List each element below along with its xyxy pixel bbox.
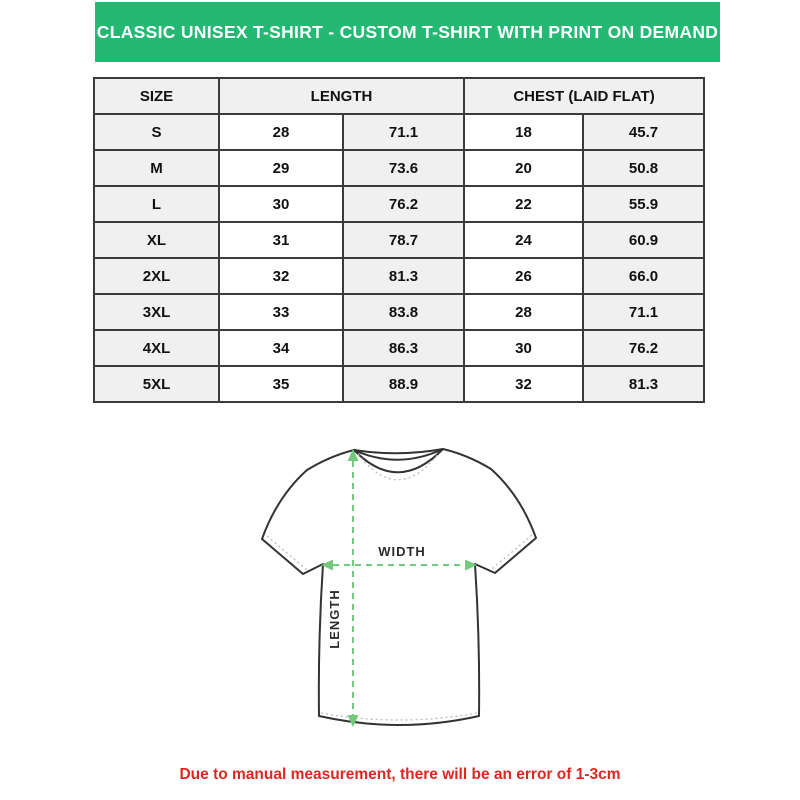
size-cell: 5XL [94, 366, 219, 402]
measurement-note: Due to manual measurement, there will be an error of 1-3cm [179, 766, 621, 783]
size-cell: S [94, 114, 219, 150]
chest-in-cell: 22 [464, 186, 583, 222]
table-row [94, 186, 704, 222]
chest-cm-cell: 50.8 [583, 150, 704, 186]
chest-cm-cell: 60.9 [583, 222, 704, 258]
chest-cm-cell: 45.7 [583, 114, 704, 150]
size-table [93, 77, 705, 403]
table-row [94, 150, 704, 186]
chest-in-cell: 26 [464, 258, 583, 294]
chest-cm-cell: 66.0 [583, 258, 704, 294]
chest-in-cell: 18 [464, 114, 583, 150]
table-header-row [94, 78, 704, 114]
col-header-size: SIZE [94, 78, 219, 114]
col-header-chest: CHEST (LAID FLAT) [464, 78, 704, 114]
length-cm-cell: 86.3 [343, 330, 464, 366]
length-cm-cell: 71.1 [343, 114, 464, 150]
title-banner [95, 2, 720, 62]
size-cell: M [94, 150, 219, 186]
chest-cm-cell: 76.2 [583, 330, 704, 366]
length-in-cell: 33 [219, 294, 343, 330]
page-title: CLASSIC UNISEX T-SHIRT - CUSTOM T-SHIRT WITH PRINT ON DEMAND [96, 21, 719, 42]
length-label: LENGTH [327, 589, 342, 649]
chest-cm-cell: 71.1 [583, 294, 704, 330]
table-row [94, 114, 704, 150]
size-cell: 2XL [94, 258, 219, 294]
chest-in-cell: 20 [464, 150, 583, 186]
length-in-cell: 30 [219, 186, 343, 222]
length-cm-cell: 81.3 [343, 258, 464, 294]
table-row [94, 330, 704, 366]
col-header-length: LENGTH [219, 78, 464, 114]
table-row [94, 222, 704, 258]
tshirt-outline [262, 449, 536, 725]
size-cell: 3XL [94, 294, 219, 330]
length-in-cell: 32 [219, 258, 343, 294]
size-cell: XL [94, 222, 219, 258]
table-row [94, 294, 704, 330]
table-row [94, 366, 704, 402]
length-cm-cell: 83.8 [343, 294, 464, 330]
chest-in-cell: 28 [464, 294, 583, 330]
size-cell: L [94, 186, 219, 222]
length-in-cell: 28 [219, 114, 343, 150]
chest-cm-cell: 55.9 [583, 186, 704, 222]
chest-in-cell: 24 [464, 222, 583, 258]
chest-in-cell: 30 [464, 330, 583, 366]
length-in-cell: 29 [219, 150, 343, 186]
length-in-cell: 31 [219, 222, 343, 258]
length-in-cell: 35 [219, 366, 343, 402]
tshirt-measurement-diagram [255, 437, 545, 737]
width-label: WIDTH [378, 544, 426, 559]
length-cm-cell: 78.7 [343, 222, 464, 258]
length-cm-cell: 76.2 [343, 186, 464, 222]
length-cm-cell: 88.9 [343, 366, 464, 402]
table-row [94, 258, 704, 294]
length-in-cell: 34 [219, 330, 343, 366]
size-cell: 4XL [94, 330, 219, 366]
chest-in-cell: 32 [464, 366, 583, 402]
length-cm-cell: 73.6 [343, 150, 464, 186]
chest-cm-cell: 81.3 [583, 366, 704, 402]
